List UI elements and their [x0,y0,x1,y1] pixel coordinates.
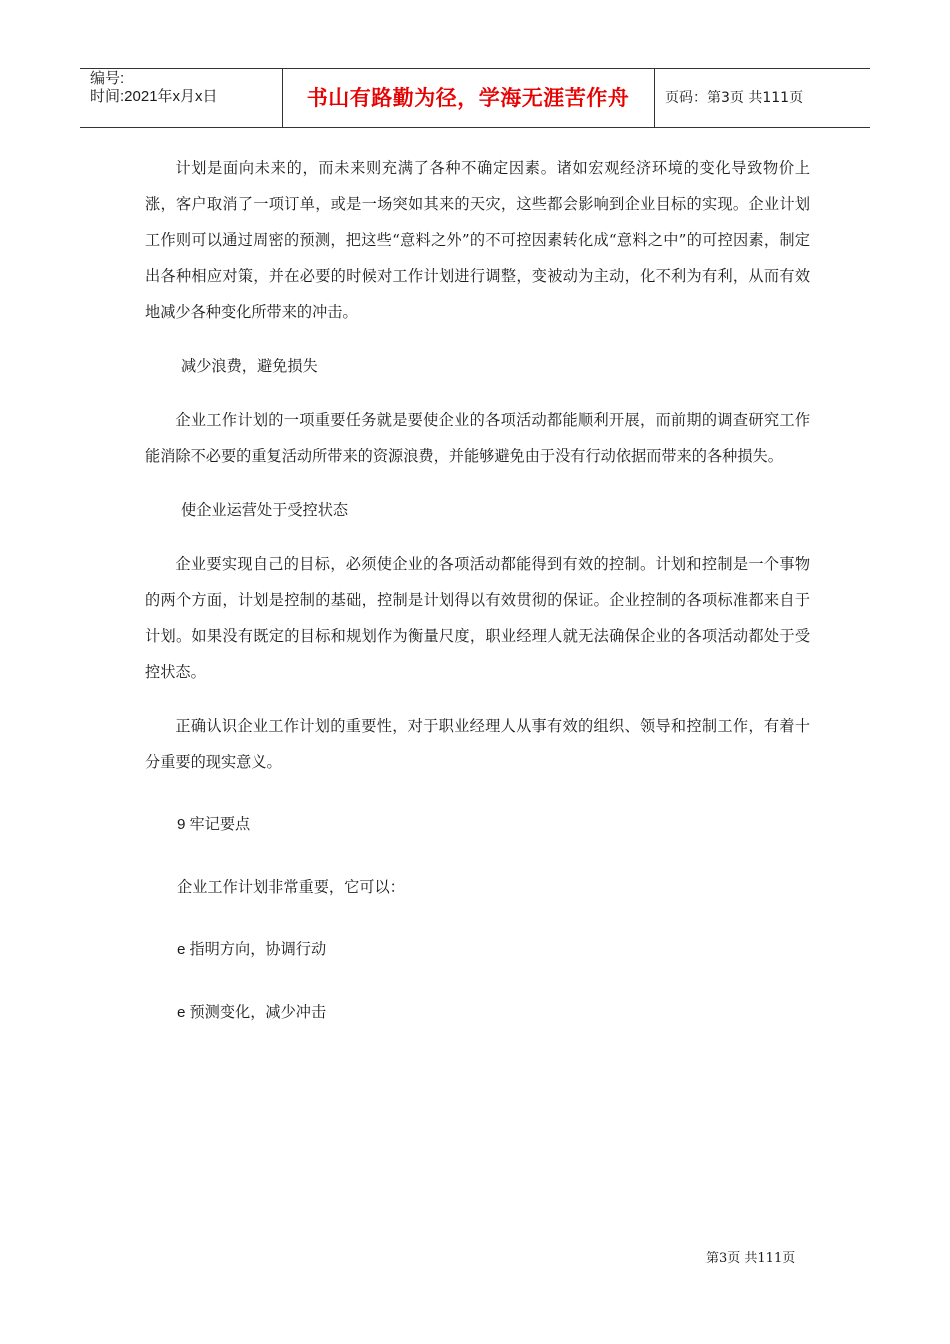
document-number-label: 编号: [90,70,125,87]
key-points-title: 牢记要点 [189,815,251,833]
document-body [145,150,810,1031]
summary-line: 企业工作计划非常重要，它可以： [177,878,405,896]
key-points-marker: 9 [177,816,186,833]
list-item-text: 预测变化，减少冲击 [189,1003,327,1021]
paragraph-reduce-waste: 企业工作计划的一项重要任务就是要使企业的各项活动都能顺利开展，而前期的调查研究工作能消除不必要的重复活动所带来的资源浪费，并能够避免由于没有行动依据而带来的各种损失。 [145,411,810,465]
header-page-info: 页码：第3页 共111页 [665,90,804,106]
subheading-controlled-operation: 使企业运营处于受控状态 [181,501,349,519]
list-item-marker: e [177,1004,186,1021]
page-header [80,68,870,128]
list-item [145,994,810,1031]
header-motto: 书山有路勤为径，学海无涯苦作舟 [282,69,655,127]
key-points-heading [145,806,810,843]
paragraph-controlled-operation: 企业要实现自己的目标，必须使企业的各项活动都能得到有效的控制。计划和控制是一个事物的两个方面，计划是控制的基础，控制是计划得以有效贯彻的保证。企业控制的各项标准都来自于计划。如果没有既定的目标和规划作为衡量尺度，职业经理人就无法确保企业的各项活动都处于受控状态。 [145,555,810,681]
paragraph-importance: 正确认识企业工作计划的重要性，对于职业经理人从事有效的组织、领导和控制工作，有着十分重要的现实意义。 [145,717,810,771]
list-item-marker: e [177,941,186,958]
subheading-reduce-waste: 减少浪费，避免损失 [181,357,318,375]
list-item-text: 指明方向，协调行动 [189,940,327,958]
document-date-label: 时间:2021年x月x日 [90,88,218,105]
paragraph-planning-future: 计划是面向未来的，而未来则充满了各种不确定因素。诸如宏观经济环境的变化导致物价上涨，客户取消了一项订单，或是一场突如其来的天灾，这些都会影响到企业目标的实现。企业计划工作则可以通过周密的预测，把这些“意料之外”的不可控因素转化成“意料之中”的可控因素，制定出各种相应对策，并在必要的时候对工作计划进行调整，变被动为主动，化不利为有利，从而有效地减少各种变化所带来的冲击。 [145,159,810,321]
page-footer: 第3页 共111页 [706,1251,796,1266]
list-item [145,931,810,968]
header-meta [80,69,283,127]
